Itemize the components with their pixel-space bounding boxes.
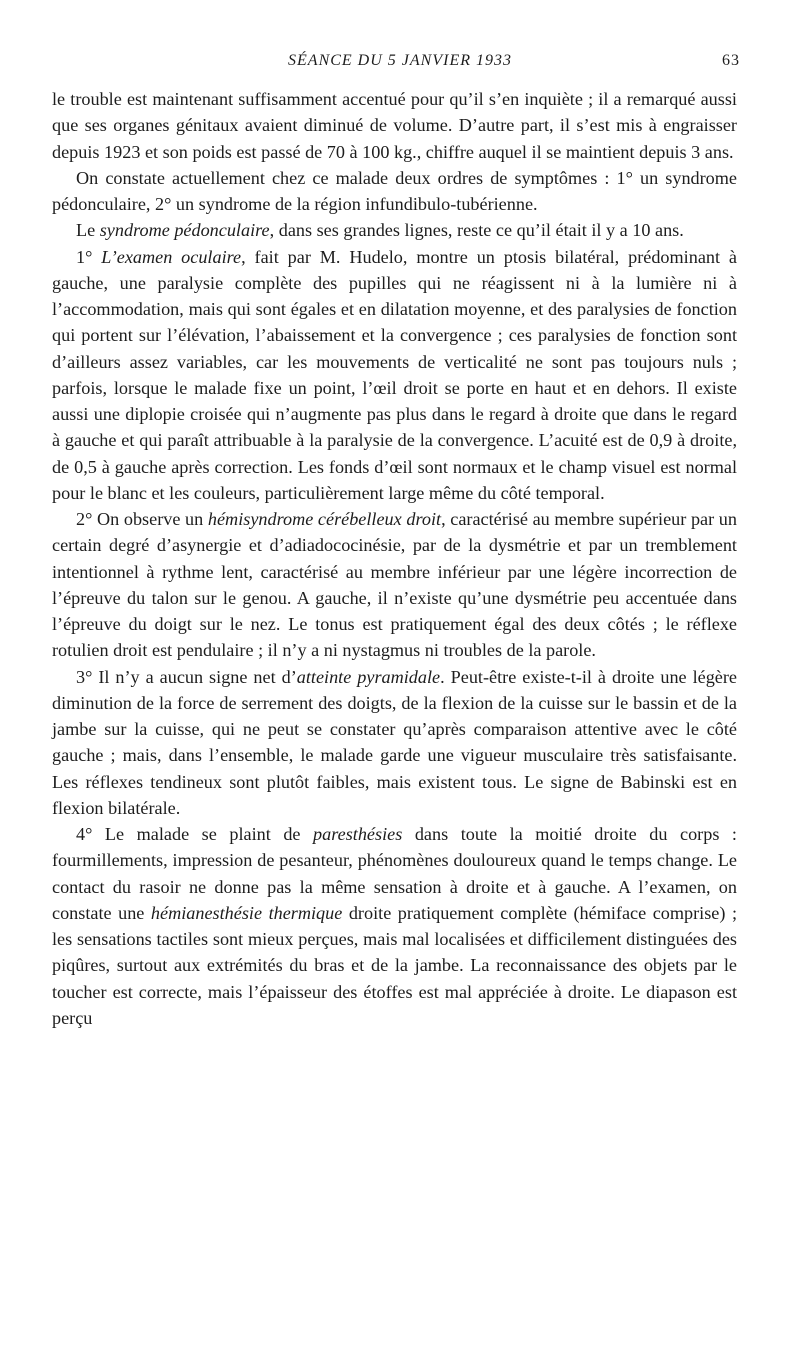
page-header [0, 52, 800, 76]
emphasis-text: atteinte pyramidale [296, 666, 441, 687]
running-title: SÉANCE DU 5 JANVIER 1933 [288, 52, 512, 69]
emphasis-text: hémianesthésie thermique [150, 902, 343, 923]
emphasis-text: paresthésies [313, 824, 403, 844]
paragraph-1: le trouble est maintenant suffisamment accentué pour qu’il s’en inquiète ; il a remarqué aussi que ses organes génitaux avaient diminué de volume. D’autre part, il s’est mis à engraisser depuis 1923 et son poids est passé de 70 à 100 kg., chiffre auquel il se maintient depuis 3 ans. [52, 89, 737, 162]
paragraph-5: 2° On observe un hémisyndrome cérébelleux droit, caractérisé au membre supérieur par un certain degré d’asynergie et d’adiadococinésie, par de la dysmétrie et par un tremblement intentionnel à rythme lent, caractérisé au membre inférieur par une légère incorrection de l’épreuve du talon sur le genou. A gauche, il n’existe qu’une dysmétrie peu accentuée dans l’épreuve du doigt sur le nez. Le tonus est pratiquement égal des deux côtés ; le réflexe rotulien droit est pendulaire ; il n’y a ni nystagmus ni troubles de la parole. [52, 509, 737, 661]
body-text [52, 86, 737, 1031]
page-number: 63 [722, 52, 740, 69]
paragraph-4: 1° L’examen oculaire, fait par M. Hudelo, montre un ptosis bilatéral, prédominant à gauche, une paralysie complète des pupilles qui ne réagissent ni à la lumière ni à l’accommodation, mais qui sont égales et en dilatation moyenne, et des paralysies de fonction qui portent sur l’élévation, l’abaissement et la convergence ; ces paralysies de fonction sont d’ailleurs assez variables, car les mouvements de verticalité ne sont pas toujours nuls ; parfois, lorsque le malade fixe un point, l’œil droit se porte en haut et en dehors. Il existe aussi une diplopie croisée qui n’augmente pas plus dans le regard à droite que dans le regard à gauche et qui paraît attribuable à la paralysie de la convergence. L’acuité est de 0,9 à droite, de 0,5 à gauche après correction. Les fonds d’œil sont normaux et le champ visuel est normal pour le blanc et les couleurs, particulièrement large même du côté temporal. [52, 246, 737, 503]
emphasis-text: syndrome pédonculaire [99, 220, 270, 241]
paragraph-2: On constate actuellement chez ce malade deux ordres de symptômes : 1° un syndrome pédonculaire, 2° un syndrome de la région infundibulo-tubérienne. [52, 167, 737, 214]
emphasis-text: L’examen oculaire [101, 246, 242, 267]
paragraph-6: 3° Il n’y a aucun signe net d’atteinte pyramidale. Peut-être existe-t-il à droite une légère diminution de la force de serrement des doigts, de la flexion de la cuisse sur le bassin et de la jambe sur la cuisse, qui ne peut se constater qu’après comparaison attentive avec le côté gauche ; mais, dans l’ensemble, le malade garde une vigueur musculaire très satisfaisante. Les réflexes tendineux sont plutôt faibles, mais existent tous. Le signe de Babinski est en flexion bilatérale. [52, 666, 737, 818]
paragraph-7: 4° Le malade se plaint de paresthésies dans toute la moitié droite du corps : fourmillements, impression de pesanteur, phénomènes douloureux quand le temps change. Le contact du rasoir ne donne pas la même sensation à droite et à gauche. A l’examen, on constate une hémianesthésie thermique droite pratiquement complète (hémiface comprise) ; les sensations tactiles sont mieux perçues, mais mal localisées et difficilement distinguées des piqûres, surtout aux extrémités du bras et de la jambe. La reconnaissance des objets par le toucher est correcte, mais l’épaisseur des étoffes est mal appréciée à droite. Le diapason est perçu [52, 824, 737, 1028]
paragraph-3: Le syndrome pédonculaire, dans ses grandes lignes, reste ce qu’il était il y a 10 ans. [76, 220, 684, 241]
emphasis-text: hémisyndrome cérébelleux droit [207, 509, 442, 529]
